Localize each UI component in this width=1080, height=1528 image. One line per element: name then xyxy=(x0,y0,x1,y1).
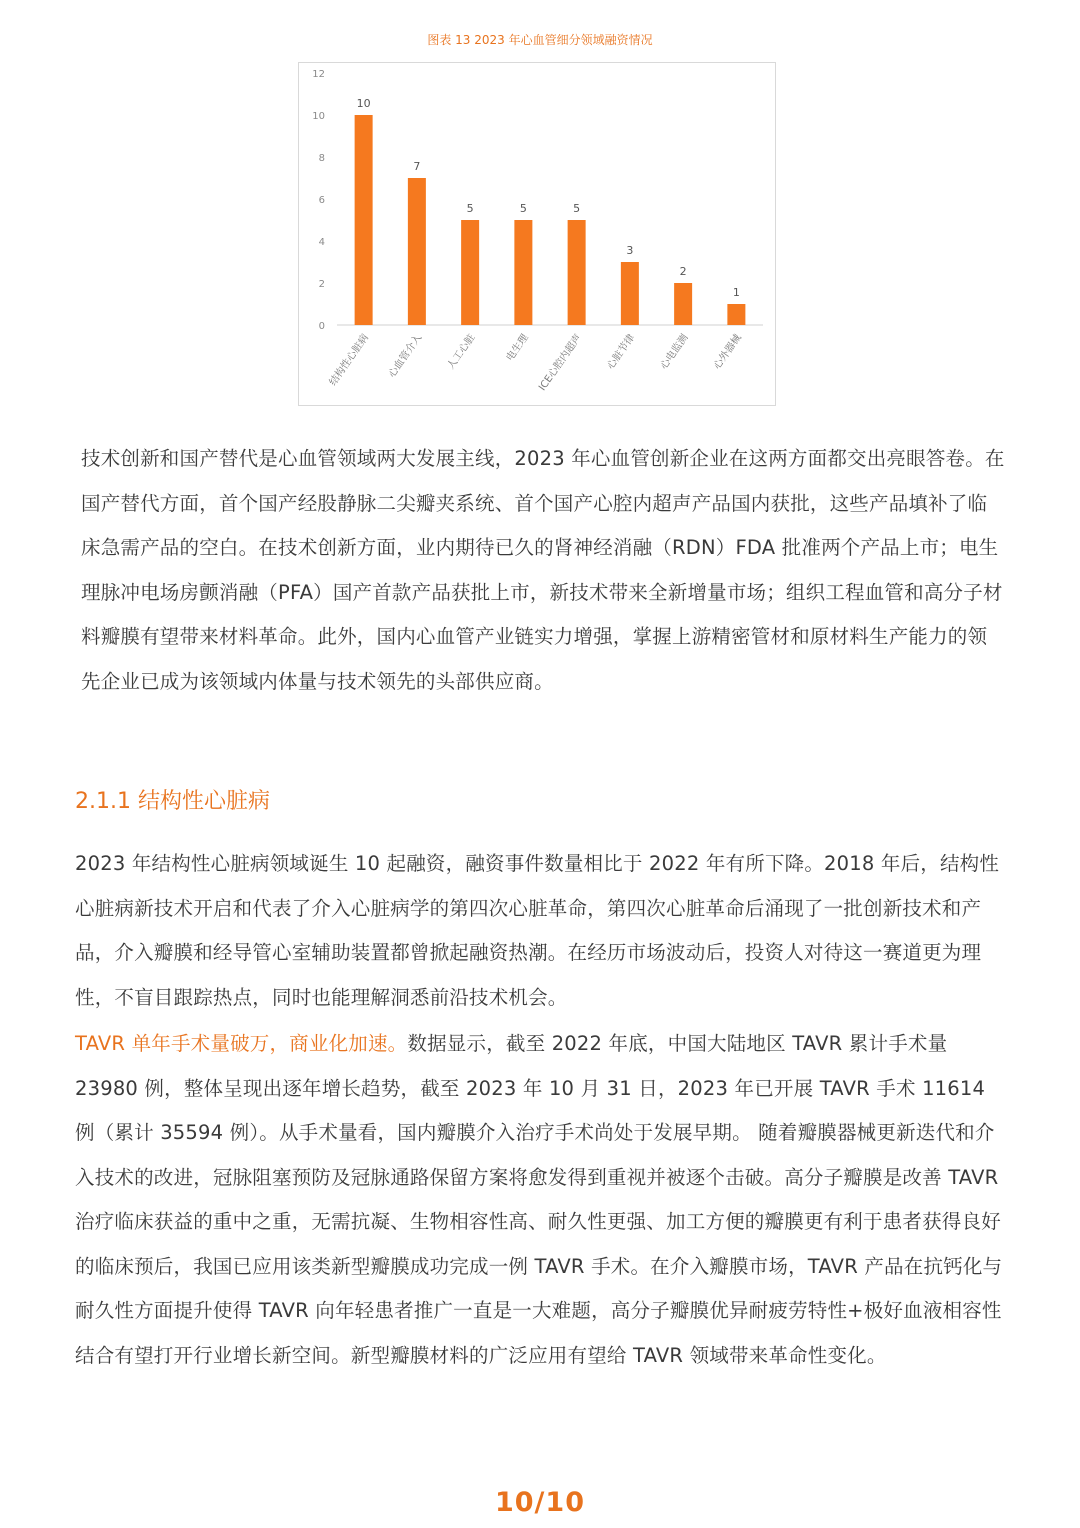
x-tick-label: 心血管介入 xyxy=(386,332,425,380)
bar xyxy=(514,220,532,325)
bar-chart xyxy=(298,62,776,406)
x-tick-label: 心外器械 xyxy=(711,332,744,372)
x-tick-label: ICE心腔内超声 xyxy=(537,332,585,393)
y-tick-label: 8 xyxy=(318,153,325,164)
x-tick-label: 人工心脏 xyxy=(445,332,478,372)
data-label: 7 xyxy=(413,160,421,173)
bar xyxy=(674,283,692,325)
bar xyxy=(408,178,426,325)
bar xyxy=(621,262,639,325)
data-label: 2 xyxy=(679,265,687,278)
y-tick-label: 10 xyxy=(312,111,325,122)
intro-paragraph: 技术创新和国产替代是心血管领域两大发展主线，2023 年心血管创新企业在这两方面都交出亮眼答卷。在国产替代方面，首个国产经股静脉二尖瓣夹系统、首个国产心腔内超声产品国内获批，这些产品填补了临床急需产品的空白。在技术创新方面，业内期待已久的肾神经消融（RDN）FDA 批准两个产品上市；电生理脉冲电场房颤消融（PFA）国产首款产品获批上市，新技术带来全新增量市场；组织工程血管和高分子材料瓣膜有望带来材料革命。此外，国内心血管产业链实力增强，掌握上游精密管材和原材料生产能力的领先企业已成为该领域内体量与技术领先的头部供应商。 xyxy=(81,447,1005,693)
x-tick-label: 心电监测 xyxy=(658,332,691,372)
x-tick-label: 电生理 xyxy=(504,332,531,364)
data-label: 3 xyxy=(626,244,634,257)
y-tick-label: 0 xyxy=(318,321,325,332)
section-paragraph-2 xyxy=(75,1022,1005,1378)
x-tick-label: 心脏节律 xyxy=(605,332,638,372)
bar xyxy=(568,220,586,325)
data-label: 5 xyxy=(519,202,527,215)
bar-chart-svg xyxy=(299,63,775,405)
bar xyxy=(355,115,373,325)
y-tick-label: 12 xyxy=(312,69,325,80)
data-label: 5 xyxy=(466,202,474,215)
bar xyxy=(461,220,479,325)
section-heading: 2.1.1 结构性心脏病 xyxy=(75,789,270,814)
bar xyxy=(727,304,745,325)
data-label: 5 xyxy=(573,202,581,215)
paragraph-body: 数据显示，截至 2022 年底，中国大陆地区 TAVR 累计手术量 23980 例，整体呈现出逐年增长趋势，截至 2023 年 10 月 31 日，2023 年已开展 TAVR 手术 11614 例（累计 35594 例）。从手术量看，国内瓣膜介入治疗手术尚处于发展早期。 随着瓣膜器械更新迭代和介入技术的改进，冠脉阻塞预防及冠脉通路保留方案将愈发得到重视并被逐个击破。高分子瓣膜是改善 TAVR 治疗临床获益的重中之重，无需抗凝、生物相容性高、耐久性更强、加工方便的瓣膜更有利于患者获得良好的临床预后，我国已应用该类新型瓣膜成功完成一例 TAVR 手术。在介入瓣膜市场，TAVR 产品在抗钙化与耐久性方面提升使得 TAVR 向年轻患者推广一直是一大难题，高分子瓣膜优异耐疲劳特性+极好血液相容性结合有望打开行业增长新空间。新型瓣膜材料的广泛应用有望给 TAVR 领域带来革命性变化。 xyxy=(75,1032,1003,1367)
data-label: 10 xyxy=(356,97,371,110)
highlight-lead: TAVR 单年手术量破万，商业化加速。 xyxy=(75,1032,408,1055)
x-tick-label: 结构性心脏病 xyxy=(327,332,372,388)
y-tick-label: 2 xyxy=(318,279,325,290)
data-label: 1 xyxy=(732,286,740,299)
page-number: 10/10 xyxy=(494,1487,585,1518)
y-tick-label: 6 xyxy=(318,195,325,206)
y-tick-label: 4 xyxy=(318,237,325,248)
chart-caption: 图表 13 2023 年心血管细分领域融资情况 xyxy=(427,33,653,47)
section-paragraph-1: 2023 年结构性心脏病领域诞生 10 起融资，融资事件数量相比于 2022 年有所下降。2018 年后，结构性心脏病新技术开启和代表了介入心脏病学的第四次心脏革命，第四次心脏革命后涌现了一批创新技术和产品，介入瓣膜和经导管心室辅助装置都曾掀起融资热潮。在经历市场波动后，投资人对待这一赛道更为理性，不盲目跟踪热点，同时也能理解洞悉前沿技术机会。 xyxy=(75,852,1000,1009)
